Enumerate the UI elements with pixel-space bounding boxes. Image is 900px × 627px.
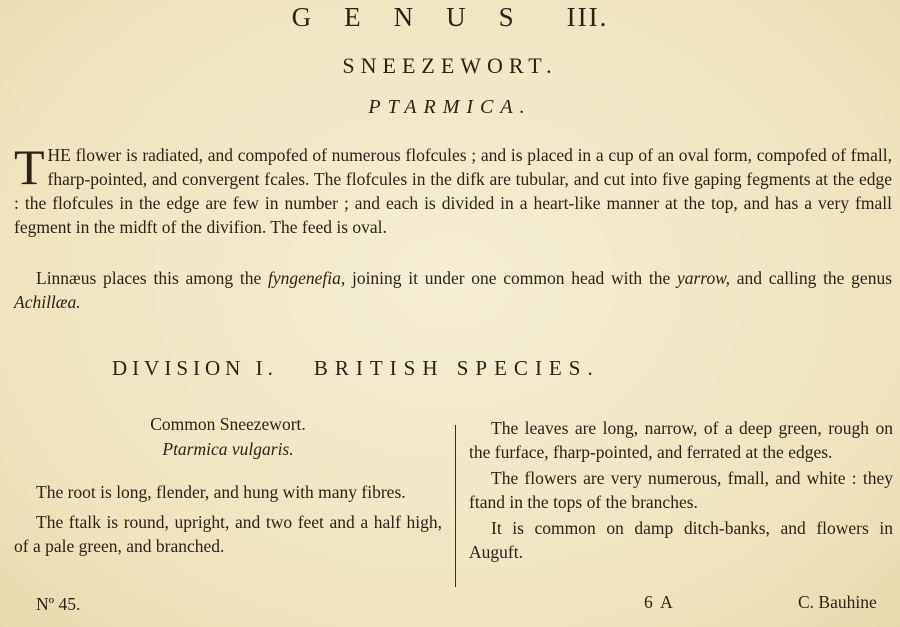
species-latin-name: Ptarmica vulgaris. <box>162 439 294 459</box>
linnaeus-note <box>14 266 892 314</box>
habitat-description: It is common on damp ditch-banks, and flowers in Auguft. <box>469 518 893 562</box>
genus-description-text: HE flower is radiated, and compofed of numerous flofcules ; and is placed in a cup of an oval form, compofed of fmall, fharp-pointed, and convergent fcales. The flofcules in the difk are tubular, and cut into five gaping fegments at the edge : the flofcules in the edge are few in number ; and each is divided in a heart-like manner at the top, and has a very fmall fegment in the midft of the divifion. The feed is oval. <box>14 145 892 237</box>
genus-heading <box>0 2 900 33</box>
catchword: C. Bauhine <box>798 592 877 612</box>
linnaeus-italic-syngenesia: fyngenefia, <box>267 268 346 288</box>
division-heading <box>112 356 600 381</box>
species-common-name: Common Sneezewort. <box>150 414 306 434</box>
linnaeus-text-b: joining it under one common head with the <box>351 268 671 288</box>
linnaeus-text-a: Linnæus places this among the <box>36 268 262 288</box>
genus-number: III. <box>566 2 609 32</box>
linnaeus-text-c: and calling the genus <box>736 268 892 288</box>
division-title: BRITISH SPECIES. <box>313 356 600 380</box>
common-name-heading: SNEEZEWORT. <box>342 53 558 78</box>
flowers-description: The flowers are very numerous, fmall, and white : they ftand in the tops of the branches. <box>469 468 893 512</box>
drop-cap: T <box>14 139 45 195</box>
genus-description <box>14 139 892 239</box>
division-number: DIVISION I. <box>112 356 278 380</box>
linnaeus-italic-achillaea: Achillæa. <box>14 292 81 312</box>
issue-number: Nº 45. <box>36 594 81 614</box>
latin-name-heading: PTARMICA. <box>368 96 532 118</box>
column-divider <box>455 425 456 587</box>
linnaeus-italic-yarrow: yarrow, <box>676 268 730 288</box>
right-column <box>469 416 893 564</box>
genus-label: GENUS <box>291 2 547 32</box>
signature-mark: 6 A <box>644 592 675 612</box>
left-column <box>14 412 442 558</box>
stalk-description: The ftalk is round, upright, and two feet and a half high, of a pale green, and branched. <box>14 512 442 556</box>
leaves-description: The leaves are long, narrow, of a deep green, rough on the furface, fharp-pointed, and ferrated at the edges. <box>469 418 893 462</box>
root-description: The root is long, flender, and hung with many fibres. <box>36 482 406 502</box>
